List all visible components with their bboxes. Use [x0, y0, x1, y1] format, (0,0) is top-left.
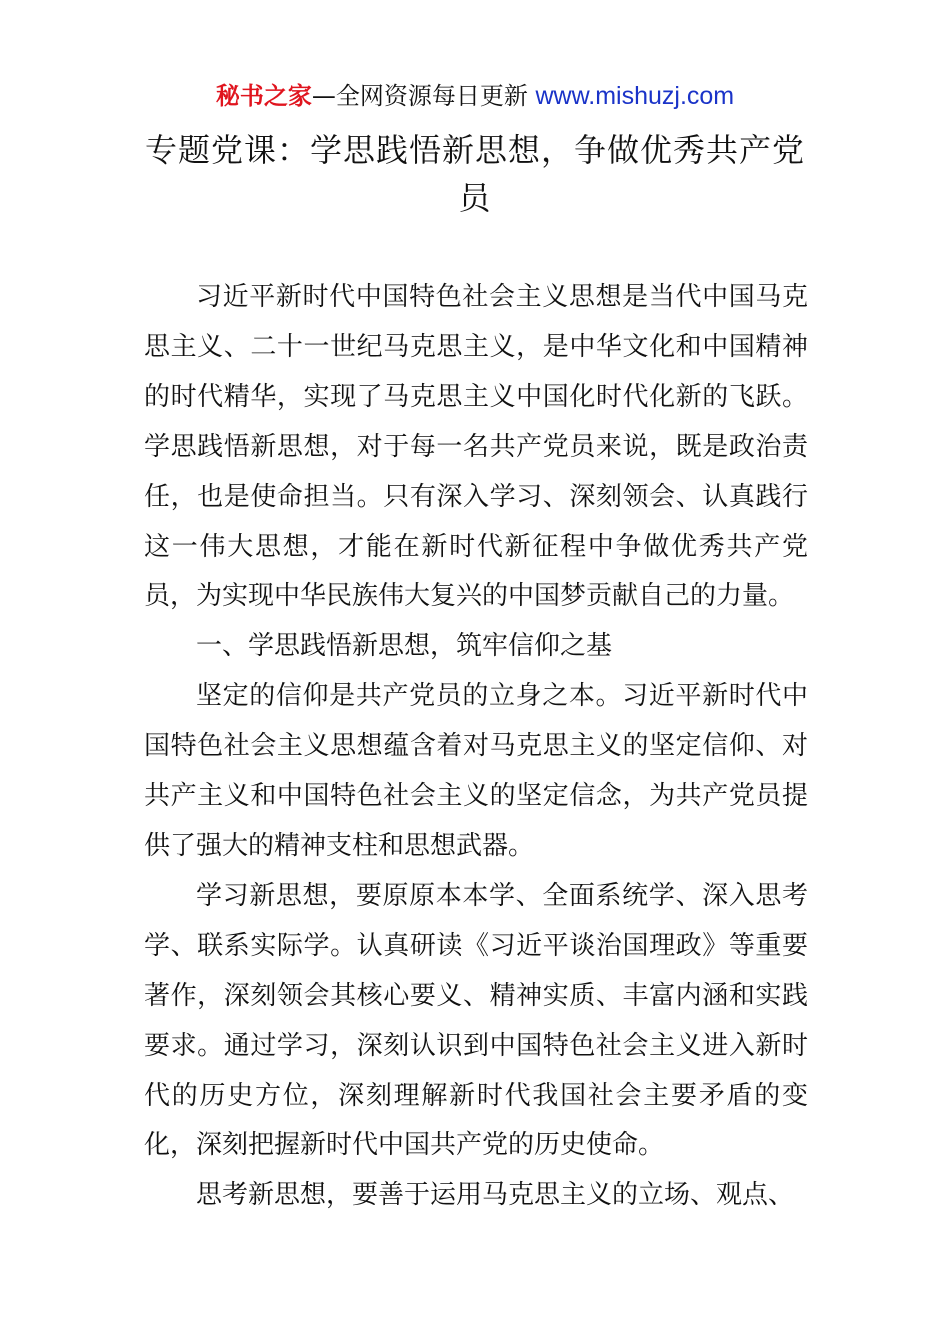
intro-paragraph: 习近平新时代中国特色社会主义思想是当代中国马克思主义、二十一世纪马克思主义，是中华文化和中国精神的时代精华，实现了马克思主义中国化时代化新的飞跃。学思践悟新思想，对于每一名共产党员来说，既是政治责任，也是使命担当。只有深入学习、深刻领会、认真践行这一伟大思想，才能在新时代新征程中争做优秀共产党员，为实现中华民族伟大复兴的中国梦贡献自己的力量。	[144, 282, 808, 612]
body-paragraph: 学习新思想，要原原本本学、全面系统学、深入思考学、联系实际学。认真研读《习近平谈治国理政》等重要著作，深刻领会其核心要义、精神实质、丰富内涵和实践要求。通过学习，深刻认识到中国特色社会主义进入新时代的历史方位，深刻理解新时代我国社会主要矛盾的变化，深刻把握新时代中国共产党的历史使命。	[144, 880, 808, 1161]
section-heading-1: 一、学思践悟新思想，筑牢信仰之基	[196, 631, 613, 662]
document-body	[144, 273, 808, 1221]
brand-name: 秘书之家	[215, 82, 312, 110]
body-paragraph: 坚定的信仰是共产党员的立身之本。习近平新时代中国特色社会主义思想蕴含着对马克思主义的坚定信仰、对共产主义和中国特色社会主义的坚定信念，为共产党员提供了强大的精神支柱和思想武器。	[144, 681, 808, 861]
body-paragraph: 思考新思想，要善于运用马克思主义的立场、观点、	[196, 1180, 795, 1211]
site-url-link[interactable]: www.mishuzj.com	[535, 82, 735, 110]
banner-slogan: —全网资源每日更新	[311, 82, 536, 110]
site-banner	[0, 80, 950, 112]
document-title: 专题党课：学思践悟新思想，争做优秀共产党员	[144, 131, 805, 217]
